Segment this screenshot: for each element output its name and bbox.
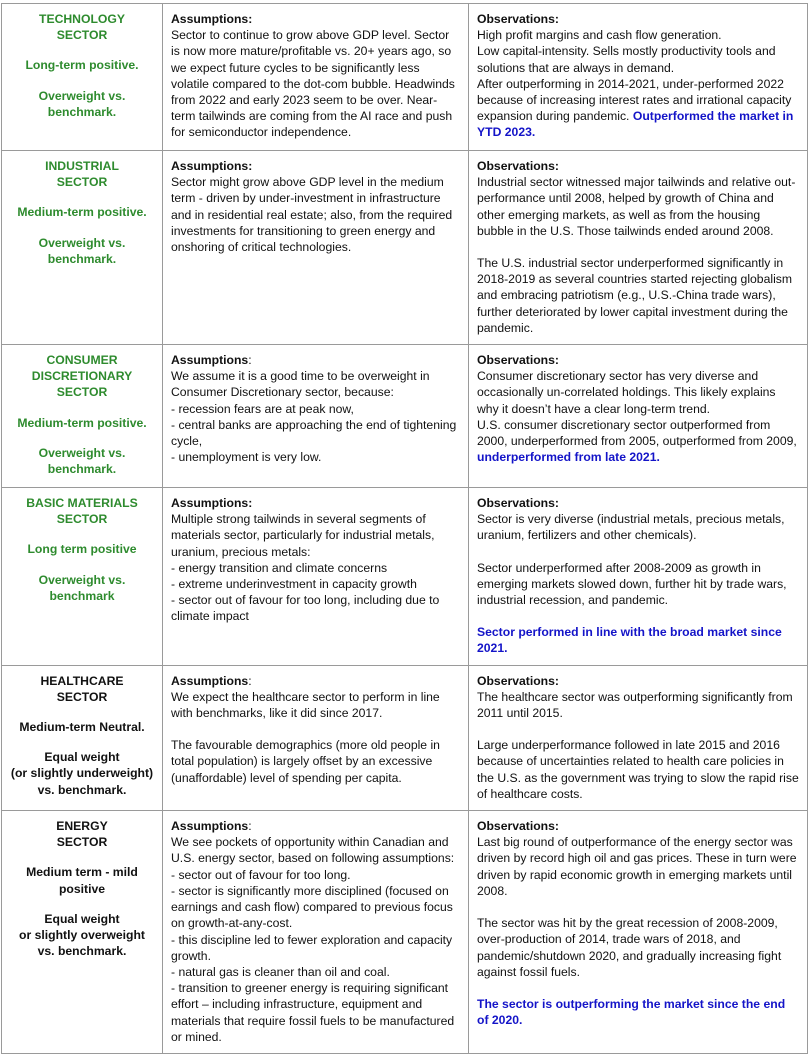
observations-cell: [469, 488, 808, 666]
assumptions-heading: Assumptions:: [171, 12, 253, 26]
observations-text: Sector underperformed after 2008-2009 as growth in emerging markets slowed down, further hit by trade wars, industrial recession, and pandemic.: [477, 560, 787, 608]
observations-heading: Observations:: [477, 819, 559, 834]
assumptions-cell: [163, 151, 469, 345]
observations-text: The U.S. industrial sector underperformed significantly in 2018-2019 as several countries started rejecting globalism and embracing patriotism (e.g., U.S.-China trade wars), further deteriorated by lower capital investment during the pandemic.: [477, 256, 793, 335]
observations-highlight: underperformed from late 2021.: [477, 450, 660, 465]
sector-weight: Equal weight or slightly overweight vs. benchmark.: [19, 911, 145, 959]
assumptions-text: - unemployment is very low.: [171, 450, 322, 465]
table-row: [2, 665, 808, 810]
sector-cell-industrial: [2, 151, 163, 345]
sector-weight: Overweight vs. benchmark.: [38, 88, 126, 119]
sector-weight: Overweight vs. benchmark: [38, 572, 126, 603]
sector-cell-energy: [2, 811, 163, 1054]
assumptions-cell: [163, 811, 469, 1054]
sector-name: CONSUMER DISCRETIONARY SECTOR: [31, 353, 133, 400]
sector-weight: Overweight vs. benchmark.: [38, 445, 126, 477]
observations-text: Low capital-intensity. Sells mostly productivity tools and solutions that are always in demand.: [477, 44, 776, 75]
assumptions-text: Multiple strong tailwinds in several segments of materials sector, particularly for industrial metals, uranium, precious metals:: [171, 512, 435, 559]
assumptions-cell: [163, 665, 469, 810]
assumptions-text: - recession fears are at peak now,: [171, 401, 354, 416]
sector-name: HEALTHCARE SECTOR: [40, 673, 124, 704]
sector-cell-consumer-discretionary: [2, 345, 163, 488]
observations-highlight: The sector is outperforming the market since the end of 2020.: [477, 996, 786, 1028]
sector-name: TECHNOLOGY SECTOR: [39, 12, 125, 43]
table-row: [2, 488, 808, 666]
sector-stance: Medium-term Neutral.: [19, 720, 145, 735]
sector-stance: Long term positive: [27, 542, 137, 557]
observations-text: The healthcare sector was outperforming significantly from 2011 until 2015.: [477, 689, 793, 721]
observations-text: U.S. consumer discretionary sector outperformed from 2000, underperformed from 2005, outperformed from 2009, underperformed from late 2021.: [477, 417, 797, 465]
table-row: [2, 345, 808, 488]
sector-stance: Medium-term positive.: [17, 415, 147, 430]
assumptions-text: - this discipline led to fewer exploration and capacity growth.: [171, 932, 453, 963]
assumptions-heading: Assumptions:: [171, 673, 252, 688]
observations-cell: [469, 811, 808, 1054]
sector-table: [1, 3, 808, 1054]
assumptions-text: Sector might grow above GDP level in the medium term - driven by under-investment in infrastructure and in residential real estate; also, from the required investments for transitioning to green energy and onshoring of critical technologies.: [171, 175, 453, 255]
observations-highlight: Outperformed the market in YTD 2023.: [477, 109, 794, 140]
observations-text: Consumer discretionary sector has very diverse and occasionally un-correlated holdings. This likely explains why it doesn’t have a clear long-term trend.: [477, 369, 776, 416]
table-row: [2, 151, 808, 345]
observations-cell: [469, 345, 808, 488]
sector-stance: Medium-term positive.: [17, 205, 147, 220]
observations-text: Large underperformance followed in late 2015 and 2016 because of uncertainties related to health care policies in the U.S. as the government was trying to slow the rapid rise of healthcare costs.: [477, 738, 799, 801]
observations-text: Sector is very diverse (industrial metals, precious metals, uranium, fertilizers and other chemicals).: [477, 512, 785, 543]
sector-name: ENERGY SECTOR: [56, 819, 108, 850]
observations-cell: [469, 665, 808, 810]
observations-heading: Observations:: [477, 353, 559, 368]
sector-name: BASIC MATERIALS SECTOR: [26, 496, 138, 527]
assumptions-heading: Assumptions:: [171, 159, 253, 173]
observations-highlight: Sector performed in line with the broad market since 2021.: [477, 625, 782, 656]
observations-text: Last big round of outperformance of the energy sector was driven by record high oil and gas prices. These in turn were driven by rapid economic growth in emerging markets until 2008.: [477, 835, 797, 898]
observations-heading: Observations:: [477, 159, 559, 173]
observations-text: High profit margins and cash flow generation.: [477, 28, 722, 43]
assumptions-text: - sector out of favour for too long.: [171, 867, 351, 882]
assumptions-text: - energy transition and climate concerns: [171, 560, 388, 575]
sector-weight: Overweight vs. benchmark.: [38, 235, 126, 266]
assumptions-text: Sector to continue to grow above GDP level. Sector is now more mature/profitable vs. 20+ years ago, so we expect future cycles to be significantly less volatile compared to the dot-com bubble. Headwinds from 2022 and early 2023 seem to be over. Near-term tailwinds are coming from the AI race and push for semiconductor independence.: [171, 28, 455, 140]
observations-cell: [469, 151, 808, 345]
assumptions-text: - sector is significantly more disciplined (focused on earnings and cash flow) compared to previous focus on growth-at-any-cost.: [171, 883, 453, 931]
observations-text: Industrial sector witnessed major tailwinds and relative out-performance until 2008, helped by growth of China and other emerging markets, as well as from the housing bubble in the U.S. Those tailwinds ended around 2008.: [477, 175, 796, 238]
observations-text: The sector was hit by the great recession of 2008-2009, over-production of 2014, trade wars of 2018, and pandemic/shutdown 2020, and gradually increasing fight against fossil fuels.: [477, 916, 782, 979]
assumptions-cell: [163, 345, 469, 488]
sector-cell-basic-materials: [2, 488, 163, 666]
assumptions-text: - sector out of favour for too long, including due to climate impact: [171, 593, 440, 624]
observations-text: After outperforming in 2014-2021, under-performed 2022 because of increasing interest rates and irrational capacity expansion during pandemic. Outperformed the market in YTD 2023.: [477, 76, 794, 140]
sector-stance: Long-term positive.: [25, 58, 139, 73]
observations-heading: Observations:: [477, 496, 559, 511]
sector-stance: Medium term - mild positive: [26, 865, 138, 896]
assumptions-cell: [163, 488, 469, 666]
assumptions-text: - extreme underinvestment in capacity growth: [171, 577, 417, 592]
assumptions-text: - central banks are approaching the end of tightening cycle,: [171, 417, 457, 449]
observations-heading: Observations:: [477, 12, 559, 26]
sector-name: INDUSTRIAL SECTOR: [45, 159, 119, 190]
assumptions-heading: Assumptions:: [171, 496, 253, 511]
assumptions-text: We expect the healthcare sector to perform in line with benchmarks, like it did since 2017.: [171, 689, 440, 721]
assumptions-text: The favourable demographics (more old people in total population) is largely offset by an excessive (unaffordable) level of spending per capita.: [171, 738, 440, 785]
table-row: [2, 4, 808, 151]
assumptions-cell: [163, 4, 469, 151]
sector-cell-healthcare: [2, 665, 163, 810]
assumptions-text: - natural gas is cleaner than oil and coal.: [171, 964, 390, 979]
assumptions-heading: Assumptions:: [171, 353, 252, 368]
sector-weight: Equal weight (or slightly underweight) vs. benchmark.: [10, 750, 154, 797]
assumptions-heading: Assumptions:: [171, 819, 252, 834]
observations-cell: [469, 4, 808, 151]
assumptions-text: We see pockets of opportunity within Canadian and U.S. energy sector, based on following assumptions:: [171, 835, 455, 866]
assumptions-text: We assume it is a good time to be overweight in Consumer Discretionary sector, because:: [171, 369, 430, 400]
observations-heading: Observations:: [477, 673, 559, 688]
assumptions-text: - transition to greener energy is requiring significant effort – including infrastructure, equipment and materials that require fossil fuels to be manufactured or mined.: [171, 981, 455, 1044]
table-row: [2, 811, 808, 1054]
sector-cell-technology: [2, 4, 163, 151]
